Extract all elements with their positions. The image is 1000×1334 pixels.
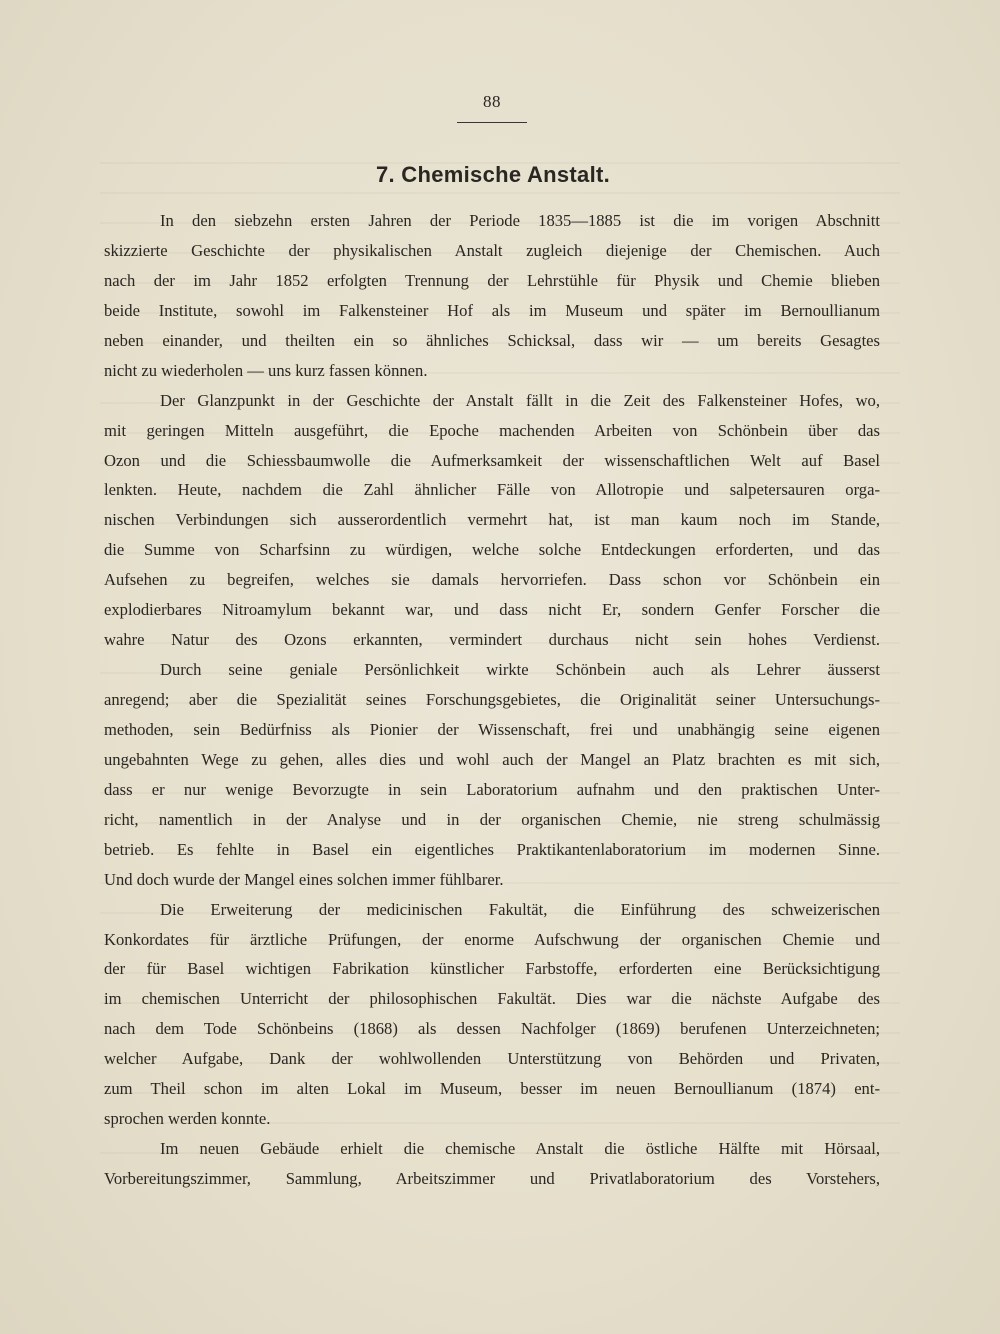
text-line: welcher Aufgabe, Dank der wohlwollenden Unterstützung von Behörden und Privaten, — [104, 1049, 880, 1069]
text-line: skizzierte Geschichte der physikalischen Anstalt zugleich diejenige der Chemischen. Auch — [104, 240, 880, 260]
text-line: anregend; aber die Spezialität seines Forschungsgebietes, die Originalität seiner Untersuchungs- — [104, 690, 880, 709]
text-line: beide Institute, sowohl im Falkensteiner Hof als im Museum und später im Bernoullianum — [104, 300, 880, 320]
text-line: ungebahnten Wege zu gehen, alles dies und wohl auch der Mangel an Platz brachten es mit sich, — [104, 749, 880, 769]
text-line: methoden, sein Bedürfniss als Pionier der Wissenschaft, frei und unabhängig seine eigenen — [104, 719, 880, 739]
text-line: nach der im Jahr 1852 erfolgten Trennung der Lehrstühle für Physik und Chemie blieben — [104, 270, 880, 290]
text-line: die Summe von Scharfsinn zu würdigen, welche solche Entdeckungen erforderten, und das — [104, 540, 880, 560]
text-line: Aufsehen zu begreifen, welches sie damals hervorriefen. Dass schon vor Schönbein ein — [104, 570, 880, 590]
section-title: 7. Chemische Anstalt. — [375, 162, 611, 187]
text-line: zum Theil schon im alten Lokal im Museum, besser im neuen Bernoullianum (1874) ent- — [104, 1079, 880, 1099]
page-number-rule — [457, 122, 527, 123]
body-text — [104, 206, 880, 1194]
text-line: Ozon und die Schiessbaumwolle die Aufmerksamkeit der wissenschaftlichen Welt auf Basel — [104, 450, 880, 470]
text-line: Der Glanzpunkt in der Geschichte der Anstalt fällt in die Zeit des Falkensteiner Hofes, wo, — [160, 390, 880, 410]
text-line: Durch seine geniale Persönlichkeit wirkte Schönbein auch als Lehrer äusserst — [160, 660, 880, 680]
text-line: im chemischen Unterricht der philosophischen Fakultät. Dies war die nächste Aufgabe des — [104, 989, 880, 1009]
text-line: richt, namentlich in der Analyse und in der organischen Chemie, nie streng schulmässig — [104, 809, 880, 829]
text-line: Die Erweiterung der medicinischen Fakultät, die Einführung des schweizerischen — [160, 899, 880, 919]
text-line: neben einander, und theilten ein so ähnliches Schicksal, dass wir — um bereits Gesagtes — [104, 330, 880, 350]
text-line: nach dem Tode Schönbeins (1868) als dessen Nachfolger (1869) berufenen Unterzeichneten; — [104, 1019, 880, 1039]
text-line: lenkten. Heute, nachdem die Zahl ähnlicher Fälle von Allotropie und salpetersauren orga- — [104, 480, 880, 500]
text-line: der für Basel wichtigen Fabrikation künstlicher Farbstoffe, erforderten eine Berücksichtigung — [104, 959, 880, 979]
text-line: Und doch wurde der Mangel eines solchen immer fühlbarer. — [104, 869, 504, 889]
text-line: Konkordates für ärztliche Prüfungen, der enorme Aufschwung der organischen Chemie und — [104, 929, 880, 949]
page-number: 88 — [483, 92, 501, 111]
text-line: betrieb. Es fehlte in Basel ein eigentliches Praktikantenlaboratorium im modernen Sinne. — [104, 839, 880, 859]
text-line: sprochen werden konnte. — [104, 1109, 271, 1129]
text-line: mit geringen Mitteln ausgeführt, die Epoche machenden Arbeiten von Schönbein über das — [104, 420, 880, 440]
text-line: Vorbereitungszimmer, Sammlung, Arbeitszimmer und Privatlaboratorium des Vorstehers, — [104, 1169, 880, 1188]
text-line: dass er nur wenige Bevorzugte in sein Laboratorium aufnahm und den praktischen Unter- — [104, 779, 880, 799]
text-line: nischen Verbindungen sich ausserordentlich vermehrt hat, ist man kaum noch im Stande, — [104, 510, 880, 530]
text-line: explodierbares Nitroamylum bekannt war, und dass nicht Er, sondern Genfer Forscher die — [104, 600, 880, 620]
text-line: wahre Natur des Ozons erkannten, vermindert durchaus nicht sein hohes Verdienst. — [104, 630, 880, 650]
text-line: Im neuen Gebäude erhielt die chemische Anstalt die östliche Hälfte mit Hörsaal, — [160, 1139, 880, 1159]
text-line: nicht zu wiederholen — uns kurz fassen können. — [104, 360, 428, 380]
text-line: In den siebzehn ersten Jahren der Periode 1835—1885 ist die im vorigen Abschnitt — [160, 211, 880, 230]
